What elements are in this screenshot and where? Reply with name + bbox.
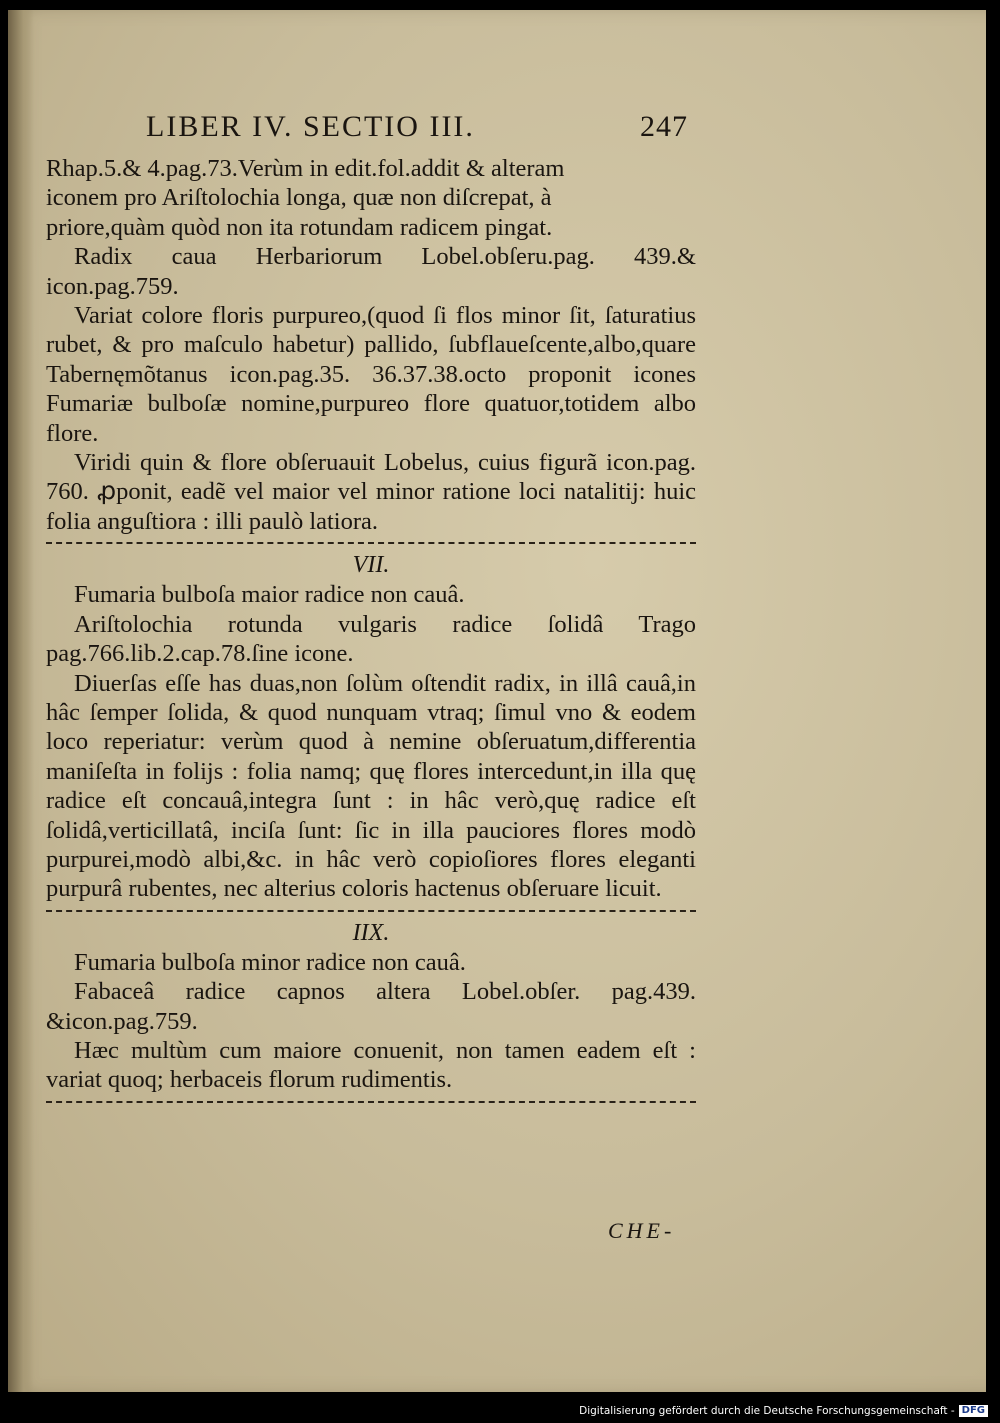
- digitization-footer: [579, 1405, 988, 1417]
- running-header: [46, 112, 696, 154]
- section-title: Fumaria bulboſa maior radice non cauâ.: [74, 581, 465, 609]
- section-divider: [46, 910, 696, 912]
- page-number: 247: [640, 110, 688, 143]
- text-line: Rhap.5.& 4.pag.73.Verùm in edit.fol.addit & alteram: [46, 155, 565, 182]
- text-line: iconem pro Ariſtolochia longa, quæ non diſcrepat, à: [46, 184, 552, 212]
- paragraph-radix-caua: Radix caua Herbariorum Lobel.obſeru.pag. 439.& icon.pag.759.: [46, 243, 696, 300]
- footer-text: Digitalisierung gefördert durch die Deutsche Forschungsgemeinschaft -: [579, 1405, 955, 1417]
- page-gutter-shadow: [8, 10, 34, 1392]
- catchword: CHE-: [608, 1218, 676, 1243]
- section-title: Fumaria bulboſa minor radice non cauâ.: [74, 948, 466, 976]
- paragraph-variat-colore: Variat colore floris purpureo,(quod ſi flos minor ſit, ſaturatius rubet, & pro maſculo habetur) pallido, ſubflaueſcente,albo,quare Tabernęmõtanus icon.pag.35. 36.37.38.octo proponit icones Fumariæ bulboſæ nomine,purpureo flore quatuor,totidem albo flore.: [46, 302, 696, 447]
- section-numeral: IIX.: [352, 919, 390, 946]
- section-numeral: VII.: [352, 552, 390, 579]
- running-title: LIBER IV. SECTIO III.: [146, 110, 475, 143]
- section-divider: [46, 542, 696, 544]
- section-synonym: Fabaceâ radice capnos altera Lobel.obſer. pag.439. &icon.pag.759.: [46, 978, 696, 1035]
- section-divider: [46, 1101, 696, 1103]
- section-body: Hæc multùm cum maiore conuenit, non tamen eadem eſt : variat quoq; herbaceis florum rudimentis.: [46, 1036, 696, 1094]
- dfg-logo[interactable]: DFG: [959, 1405, 988, 1417]
- paragraph-continuation: [46, 154, 696, 242]
- page-text: [46, 112, 696, 1107]
- paragraph-viridi: Viridi quin & flore obſeruauit Lobelus, cuius figurã icon.pag. 760. ꝓponit, eadẽ vel maior vel minor ratione loci natalitij: huic folia anguſtiora : illi paulò latiora.: [46, 449, 696, 535]
- text-line: priore,quàm quòd non ita rotundam radicem pingat.: [46, 213, 553, 241]
- section-body: Diuerſas eſſe has duas,non ſolùm oſtendit radix, in illâ cauâ,in hâc ſemper ſolida, & quod nunquam vtraq; ſimul vno & eodem loco reperiatur: verùm quod à nemine obſeruatum,differentia maniſeſta in folijs : folia namq; quę flores intercedunt,in illa quę radice eſt concauâ,integra ſunt : in hâc verò,quę radice eſt ſolidâ,verticillatâ, inciſa ſunt: ſic in illa pauciores flores modò purpurei,modò albi,&c. in hâc verò copioſiores flores eleganti purpurâ rubentes, nec alterius coloris hactenus obſeruare licuit.: [46, 669, 696, 903]
- section-synonym: Ariſtolochia rotunda vulgaris radice ſolidâ Trago pag.766.lib.2.cap.78.ſine icone.: [46, 610, 696, 668]
